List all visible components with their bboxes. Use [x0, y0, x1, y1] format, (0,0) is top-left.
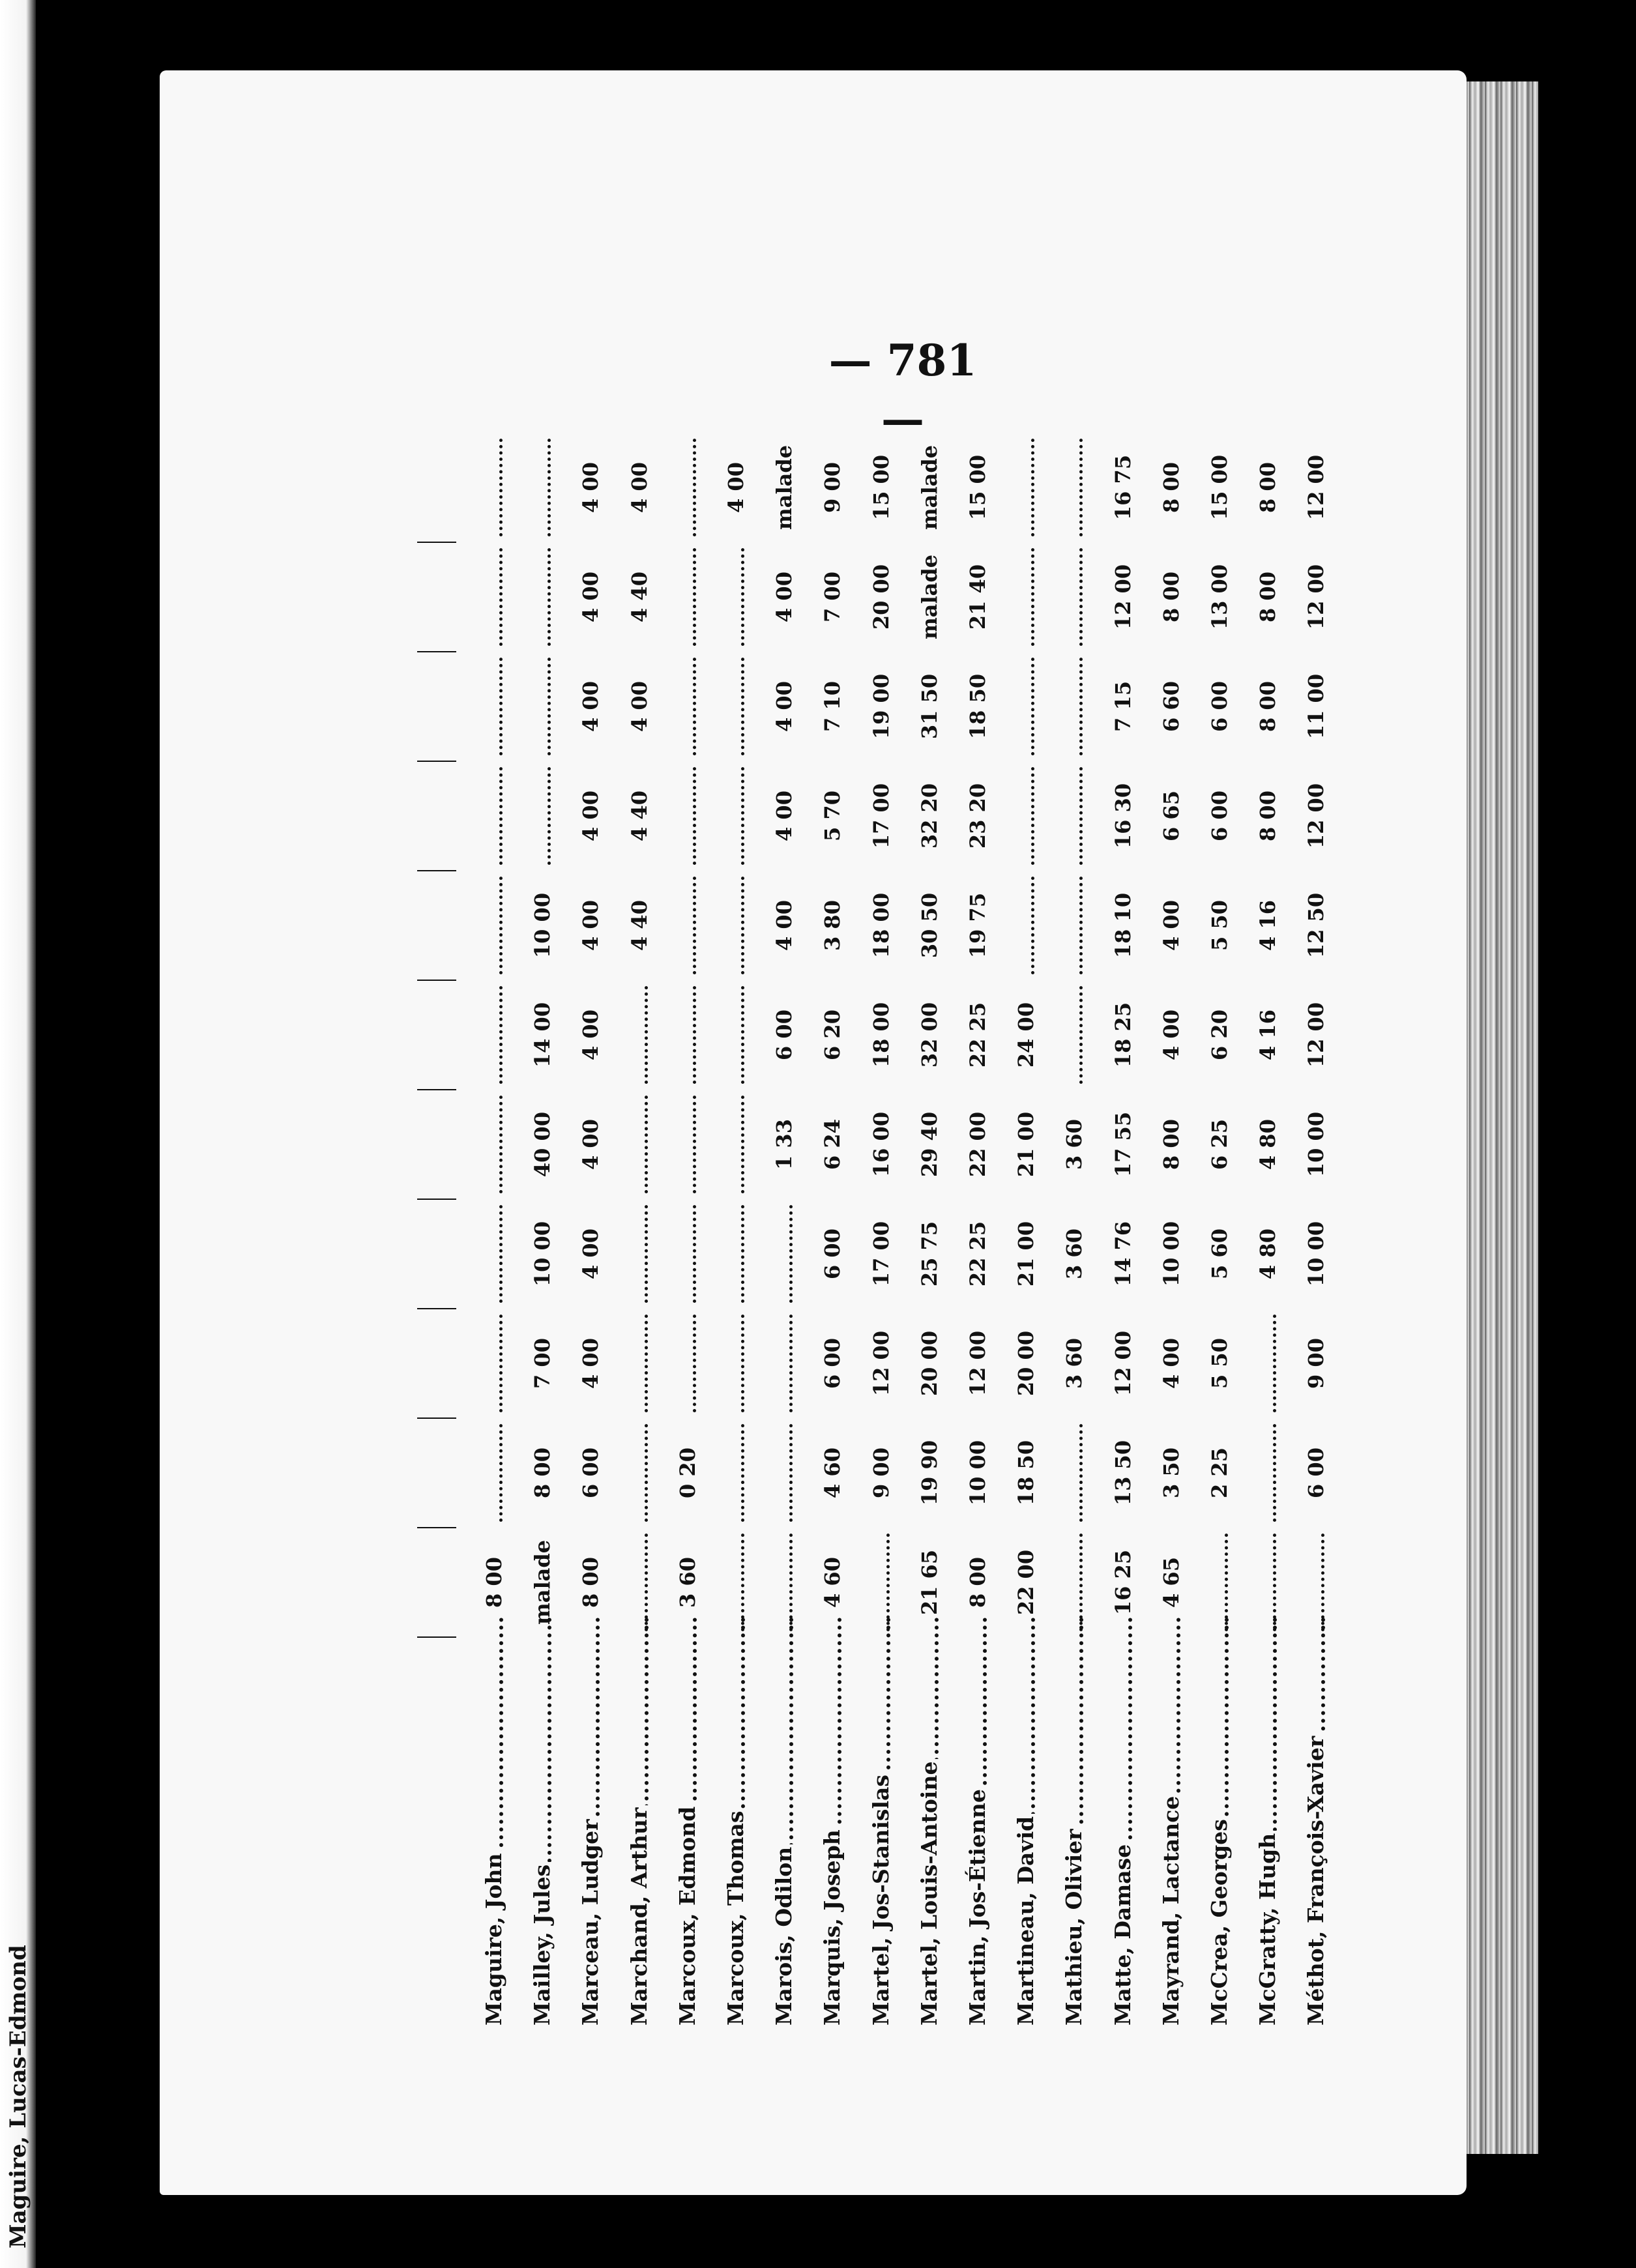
row-name-text: Maguire, John	[481, 1851, 506, 2026]
value-cell	[759, 1205, 793, 1303]
value-cell: 3 60	[1062, 1228, 1087, 1279]
row-name-text: Marois, Odilon	[771, 1844, 796, 2026]
value-cell: 6 60	[1158, 681, 1184, 732]
value-cell	[711, 1096, 744, 1193]
row-name-text: McCrea, Georges	[1206, 1816, 1232, 2026]
value-cell: 12 00	[1110, 564, 1135, 630]
value-cell: 19 00	[868, 673, 894, 740]
value-cell: malade	[916, 444, 942, 531]
value-cell: 4 40	[626, 572, 652, 622]
value-cell: 24 00	[1014, 1002, 1039, 1068]
row-name	[1243, 1608, 1293, 2026]
value-cell: 6 24	[820, 1119, 845, 1170]
value-cell: 30 50	[916, 892, 942, 959]
value-cell: 4 00	[626, 681, 652, 732]
row-name	[518, 1608, 567, 2026]
value-cell: 4 60	[820, 1557, 845, 1608]
value-cell: 31 50	[916, 673, 942, 740]
column-rule	[417, 1199, 456, 1200]
value-cell: 6 00	[578, 1447, 604, 1498]
table-row	[615, 201, 664, 2026]
value-cell: 7 00	[530, 1338, 555, 1389]
table-row	[856, 201, 906, 2026]
value-cell: 12 00	[1304, 783, 1329, 849]
value-cell: 6 20	[820, 1010, 845, 1060]
row-name	[1195, 1608, 1244, 2026]
column-rule	[417, 1636, 456, 1638]
table-row	[808, 201, 857, 2026]
value-cell: 15 00	[965, 454, 990, 521]
row-name-text: Marchand, Arthur	[626, 1805, 652, 2026]
value-cell: 6 00	[1207, 791, 1232, 841]
value-cell: 3 60	[1062, 1338, 1087, 1389]
value-cell: 7 15	[1110, 681, 1135, 732]
value-cell	[1001, 548, 1034, 646]
value-cell: 18 00	[868, 1002, 894, 1068]
value-cell: 4 00	[772, 900, 797, 951]
value-cell: 4 00	[1158, 900, 1184, 951]
row-name	[856, 1608, 906, 2026]
value-cell: 4 16	[1255, 900, 1281, 951]
value-cell: 4 40	[626, 791, 652, 841]
value-cell	[663, 548, 696, 646]
value-cell	[663, 658, 696, 755]
row-name-text: Mayrand, Lactance	[1158, 1794, 1184, 2026]
value-cell: 4 00	[1158, 1010, 1184, 1060]
table-row	[566, 201, 615, 2026]
value-cell: 4 00	[578, 681, 604, 732]
value-cell	[518, 658, 551, 755]
table-row	[759, 201, 809, 2026]
table-row	[1243, 201, 1293, 2026]
value-cell: 8 00	[1255, 572, 1281, 622]
value-cell: 10 00	[965, 1440, 990, 1506]
value-cell: 3 80	[820, 900, 845, 951]
column-rule	[417, 542, 456, 543]
value-cell: 21 65	[916, 1549, 942, 1616]
value-cell: 4 00	[772, 681, 797, 732]
value-cell: 4 00	[578, 1010, 604, 1060]
value-cell: 23 20	[965, 783, 990, 849]
value-cell: 12 00	[1304, 454, 1329, 521]
column-rule	[417, 980, 456, 981]
row-name-text: Martel, Louis-Antoine	[916, 1759, 942, 2026]
value-cell: 8 00	[530, 1447, 555, 1498]
value-cell: 8 00	[965, 1557, 990, 1608]
table-row	[905, 201, 954, 2026]
value-cell: 12 00	[1110, 1330, 1135, 1397]
row-name	[1049, 1608, 1099, 2026]
value-cell: 5 70	[820, 791, 845, 841]
value-cell	[615, 1205, 648, 1303]
value-cell	[711, 1424, 744, 1522]
value-cell: 9 00	[868, 1447, 894, 1498]
value-cell: 16 75	[1110, 454, 1135, 521]
value-cell: 1 33	[772, 1119, 797, 1170]
value-cell: 12 00	[1304, 564, 1329, 630]
value-cell	[711, 767, 744, 865]
value-cell: 6 00	[772, 1010, 797, 1060]
value-cell	[1243, 1424, 1276, 1522]
value-cell: 6 25	[1207, 1119, 1232, 1170]
row-name	[566, 1608, 615, 2026]
row-name-text: Marcoux, Thomas	[723, 1809, 748, 2026]
value-cell: 4 00	[578, 900, 604, 951]
value-cell: malade	[916, 554, 942, 640]
adjacent-page-edge	[0, 0, 36, 2268]
value-cell	[663, 877, 696, 974]
value-cell: 10 00	[530, 892, 555, 959]
value-cell: 29 40	[916, 1111, 942, 1178]
value-cell: 9 00	[1304, 1338, 1329, 1389]
column-rule	[417, 870, 456, 871]
value-cell	[663, 1096, 696, 1193]
value-cell	[1195, 1534, 1228, 1631]
value-cell: 19 75	[965, 892, 990, 959]
row-name	[905, 1608, 954, 2026]
value-cell	[1049, 439, 1083, 536]
value-cell	[1049, 658, 1083, 755]
value-cell	[469, 1315, 503, 1412]
value-cell: 4 80	[1255, 1119, 1281, 1170]
value-cell: 6 00	[820, 1338, 845, 1389]
value-cell	[1049, 877, 1083, 974]
value-cell: 5 50	[1207, 1338, 1232, 1389]
value-cell: 15 00	[868, 454, 894, 521]
row-name	[759, 1608, 809, 2026]
value-cell	[469, 658, 503, 755]
row-name	[663, 1608, 712, 2026]
value-cell: 10 00	[530, 1221, 555, 1287]
value-cell: 22 25	[965, 1002, 990, 1068]
value-cell: 6 00	[1207, 681, 1232, 732]
page-number: — 781 —	[828, 335, 977, 444]
value-cell: 4 00	[772, 572, 797, 622]
value-cell: 40 00	[530, 1111, 555, 1178]
value-cell: 13 00	[1207, 564, 1232, 630]
value-cell	[711, 1534, 744, 1631]
value-cell	[469, 1205, 503, 1303]
value-cell	[1049, 1534, 1083, 1631]
value-cell: 18 00	[868, 892, 894, 959]
value-cell: 8 00	[1255, 791, 1281, 841]
value-cell	[1049, 986, 1083, 1084]
table-row	[1098, 201, 1148, 2026]
value-cell	[856, 1534, 890, 1631]
value-cell: 2 25	[1207, 1447, 1232, 1498]
value-cell: 4 16	[1255, 1010, 1281, 1060]
row-name	[615, 1608, 664, 2026]
value-cell: 16 00	[868, 1111, 894, 1178]
value-cell	[711, 1315, 744, 1412]
column-rule	[417, 1527, 456, 1528]
value-cell: 32 00	[916, 1002, 942, 1068]
column-rule	[417, 651, 456, 652]
row-name-text: Mathieu, Olivier	[1061, 1826, 1087, 2026]
value-cell: 4 00	[723, 462, 748, 513]
page	[160, 70, 1467, 2195]
row-name-text: Mailley, Jules	[529, 1862, 555, 2026]
value-cell: 20 00	[916, 1330, 942, 1397]
column-rule	[417, 1089, 456, 1090]
value-cell	[469, 1096, 503, 1193]
row-name	[953, 1608, 1002, 2026]
table-row	[1049, 201, 1099, 2026]
value-cell: 6 20	[1207, 1010, 1232, 1060]
value-cell: 22 25	[965, 1221, 990, 1287]
value-cell: malade	[530, 1539, 555, 1625]
value-cell: 10 00	[1304, 1111, 1329, 1178]
value-cell: 3 60	[675, 1557, 700, 1608]
value-cell	[663, 767, 696, 865]
value-cell: 5 50	[1207, 900, 1232, 951]
value-cell: 22 00	[965, 1111, 990, 1178]
table-row	[663, 201, 712, 2026]
table-row	[518, 201, 567, 2026]
column-rule	[417, 1308, 456, 1309]
value-cell	[663, 1315, 696, 1412]
value-cell: 12 00	[965, 1330, 990, 1397]
value-cell: 4 00	[578, 572, 604, 622]
value-cell	[1291, 1534, 1324, 1631]
row-name-text: Martel, Jos-Stanislas	[868, 1772, 894, 2026]
value-cell: 15 00	[1207, 454, 1232, 521]
value-cell: 18 10	[1110, 892, 1135, 959]
value-cell	[615, 1534, 648, 1631]
value-cell: 4 80	[1255, 1228, 1281, 1279]
value-cell: 16 30	[1110, 783, 1135, 849]
value-cell: 0 20	[675, 1447, 700, 1498]
table-row	[1195, 201, 1244, 2026]
value-cell: 4 60	[820, 1447, 845, 1498]
value-cell: 25 75	[916, 1221, 942, 1287]
value-cell: 18 50	[1014, 1440, 1039, 1506]
value-cell: 6 00	[820, 1228, 845, 1279]
row-name-text: Martineau, David	[1013, 1814, 1038, 2026]
value-cell: 17 00	[868, 783, 894, 849]
value-cell: 20 00	[1014, 1330, 1039, 1397]
value-cell: 13 50	[1110, 1440, 1135, 1506]
value-cell	[469, 439, 503, 536]
value-cell: 3 50	[1158, 1447, 1184, 1498]
value-cell: 8 00	[578, 1557, 604, 1608]
table-row	[711, 201, 761, 2026]
value-cell: 8 00	[1158, 572, 1184, 622]
value-cell	[759, 1534, 793, 1631]
value-cell	[615, 1424, 648, 1522]
value-cell	[1001, 439, 1034, 536]
row-name	[1098, 1608, 1148, 2026]
value-cell: 4 00	[578, 1338, 604, 1389]
value-cell: 7 10	[820, 681, 845, 732]
value-cell: 17 55	[1110, 1111, 1135, 1178]
value-cell	[1001, 767, 1034, 865]
value-cell	[1049, 1424, 1083, 1522]
ledger-table	[417, 201, 1486, 2026]
value-cell: 21 00	[1014, 1111, 1039, 1178]
value-cell: 20 00	[868, 564, 894, 630]
value-cell	[518, 767, 551, 865]
value-cell	[711, 1205, 744, 1303]
value-cell: 16 25	[1110, 1549, 1135, 1616]
value-cell: 21 40	[965, 564, 990, 630]
value-cell	[1001, 877, 1034, 974]
value-cell	[1001, 658, 1034, 755]
value-cell: 7 00	[820, 572, 845, 622]
row-name	[808, 1608, 857, 2026]
value-cell: 4 00	[626, 462, 652, 513]
value-cell: 9 00	[820, 462, 845, 513]
row-name-text: Martin, Jos-Étienne	[965, 1786, 990, 2026]
value-cell: 12 00	[868, 1330, 894, 1397]
value-cell	[615, 1315, 648, 1412]
table-row	[469, 201, 519, 2026]
value-cell	[759, 1424, 793, 1522]
value-cell: 4 00	[772, 791, 797, 841]
value-cell: 18 50	[965, 673, 990, 740]
value-cell	[469, 986, 503, 1084]
value-cell: 8 00	[1255, 681, 1281, 732]
table-row	[1147, 201, 1196, 2026]
value-cell: 4 00	[578, 1119, 604, 1170]
value-cell	[1243, 1534, 1276, 1631]
value-cell: 21 00	[1014, 1221, 1039, 1287]
column-rule	[417, 1418, 456, 1419]
value-cell: 8 00	[1255, 462, 1281, 513]
value-cell: 5 60	[1207, 1228, 1232, 1279]
value-cell	[615, 986, 648, 1084]
row-name	[1147, 1608, 1196, 2026]
value-cell: 32 20	[916, 783, 942, 849]
value-cell: 4 00	[578, 462, 604, 513]
value-cell: 12 50	[1304, 892, 1329, 959]
value-cell	[663, 439, 696, 536]
value-cell	[663, 986, 696, 1084]
value-cell: 4 40	[626, 900, 652, 951]
value-cell	[469, 1424, 503, 1522]
table-row	[953, 201, 1002, 2026]
value-cell: 10 00	[1304, 1221, 1329, 1287]
table-row	[1291, 201, 1341, 2026]
value-cell: 12 00	[1304, 1002, 1329, 1068]
value-cell	[711, 548, 744, 646]
value-cell: 4 65	[1158, 1557, 1184, 1608]
value-cell	[1049, 548, 1083, 646]
value-cell	[711, 658, 744, 755]
row-name-text: Méthot, François-Xavier	[1303, 1734, 1328, 2026]
value-cell: 11 00	[1304, 673, 1329, 740]
value-cell: malade	[772, 444, 797, 531]
column-rule	[417, 761, 456, 762]
value-cell	[469, 767, 503, 865]
value-cell: 6 65	[1158, 791, 1184, 841]
row-name-text: Marcoux, Edmond	[675, 1804, 700, 2026]
value-cell	[1049, 767, 1083, 865]
value-cell: 22 00	[1014, 1549, 1039, 1616]
value-cell	[759, 1315, 793, 1412]
value-cell: 8 00	[1158, 462, 1184, 513]
value-cell	[711, 986, 744, 1084]
row-name-text: McGratty, Hugh	[1255, 1831, 1280, 2026]
value-cell: 6 00	[1304, 1447, 1329, 1498]
value-cell: 10 00	[1158, 1221, 1184, 1287]
row-name	[711, 1608, 761, 2026]
value-cell: 3 60	[1062, 1119, 1087, 1170]
row-name	[469, 1608, 519, 2026]
value-cell: 8 00	[1158, 1119, 1184, 1170]
value-cell	[469, 548, 503, 646]
value-cell	[469, 877, 503, 974]
value-cell	[518, 548, 551, 646]
value-cell: 4 00	[578, 1228, 604, 1279]
row-name	[1001, 1608, 1051, 2026]
adjacent-page-text: Maguire, Lucas-Edmond	[5, 1945, 31, 2248]
table-row	[1001, 201, 1051, 2026]
value-cell	[1243, 1315, 1276, 1412]
row-name-text: Matte, Damase	[1110, 1842, 1135, 2026]
row-name	[1291, 1608, 1341, 2026]
value-cell: 14 00	[530, 1002, 555, 1068]
value-cell: 17 00	[868, 1221, 894, 1287]
value-cell: 14 76	[1110, 1221, 1135, 1287]
value-cell	[663, 1205, 696, 1303]
value-cell: 4 00	[578, 791, 604, 841]
value-cell: 4 00	[1158, 1338, 1184, 1389]
row-name-text: Marceau, Ludger	[577, 1817, 603, 2026]
row-name-text: Marquis, Joseph	[819, 1827, 845, 2026]
value-cell: 8 00	[482, 1557, 506, 1608]
value-cell: 18 25	[1110, 1002, 1135, 1068]
value-cell	[615, 1096, 648, 1193]
value-cell	[711, 877, 744, 974]
value-cell: 19 90	[916, 1440, 942, 1506]
value-cell	[518, 439, 551, 536]
